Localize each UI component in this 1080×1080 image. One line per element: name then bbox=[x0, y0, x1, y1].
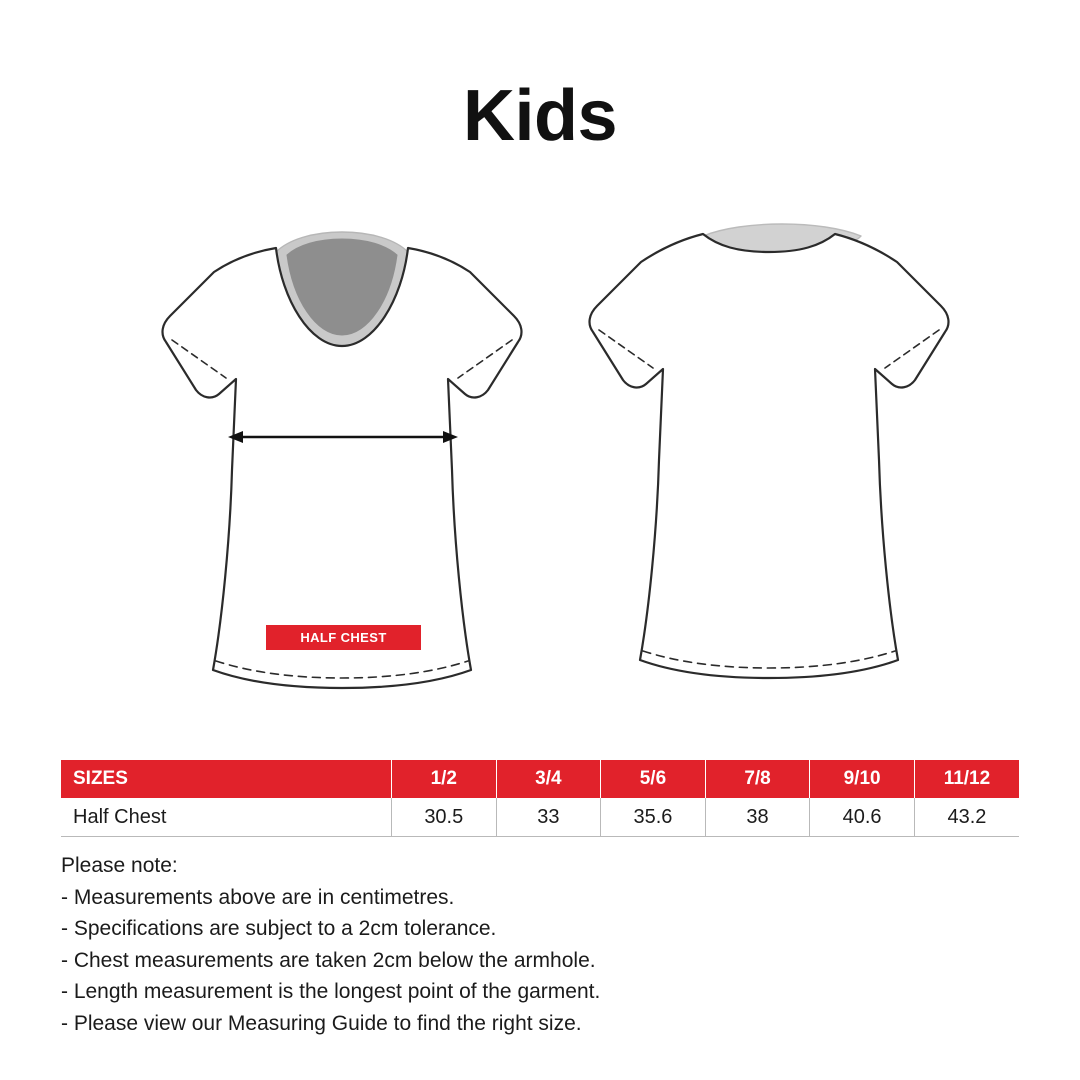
garment-illustration bbox=[0, 200, 1080, 730]
cell-half-chest-3-4: 33 bbox=[496, 798, 601, 837]
size-chart-table bbox=[61, 760, 1019, 837]
cell-half-chest-5-6: 35.6 bbox=[601, 798, 706, 837]
column-header-11-12: 11/12 bbox=[914, 760, 1019, 798]
note-line-3: - Chest measurements are taken 2cm below the armhole. bbox=[61, 948, 596, 972]
table-row bbox=[61, 798, 1019, 837]
cell-half-chest-1-2: 30.5 bbox=[392, 798, 497, 837]
table-header-row bbox=[61, 760, 1019, 798]
note-line-4: - Length measurement is the longest point of the garment. bbox=[61, 980, 601, 1003]
half-chest-label: HALF CHEST bbox=[266, 625, 421, 650]
column-header-3-4: 3/4 bbox=[496, 760, 601, 798]
column-header-sizes: SIZES bbox=[61, 760, 392, 798]
tshirt-front bbox=[163, 232, 522, 688]
column-header-7-8: 7/8 bbox=[705, 760, 810, 798]
column-header-9-10: 9/10 bbox=[810, 760, 915, 798]
row-label-half-chest: Half Chest bbox=[61, 798, 392, 837]
page-title: Kids bbox=[462, 76, 618, 156]
cell-half-chest-11-12: 43.2 bbox=[914, 798, 1019, 837]
note-line-2: - Specifications are subject to a 2cm tolerance. bbox=[61, 917, 497, 940]
note-line-5: - Please view our Measuring Guide to find the right size. bbox=[61, 1011, 582, 1035]
column-header-1-2: 1/2 bbox=[392, 760, 497, 798]
tshirt-diagram bbox=[0, 200, 1080, 730]
tshirt-back bbox=[590, 224, 949, 678]
cell-half-chest-7-8: 38 bbox=[705, 798, 810, 837]
note-line-1: - Measurements above are in centimetres. bbox=[61, 885, 455, 909]
column-header-5-6: 5/6 bbox=[601, 760, 706, 798]
cell-half-chest-9-10: 40.6 bbox=[810, 798, 915, 837]
notes-heading: Please note: bbox=[61, 854, 178, 877]
notes-section bbox=[61, 850, 1021, 1039]
